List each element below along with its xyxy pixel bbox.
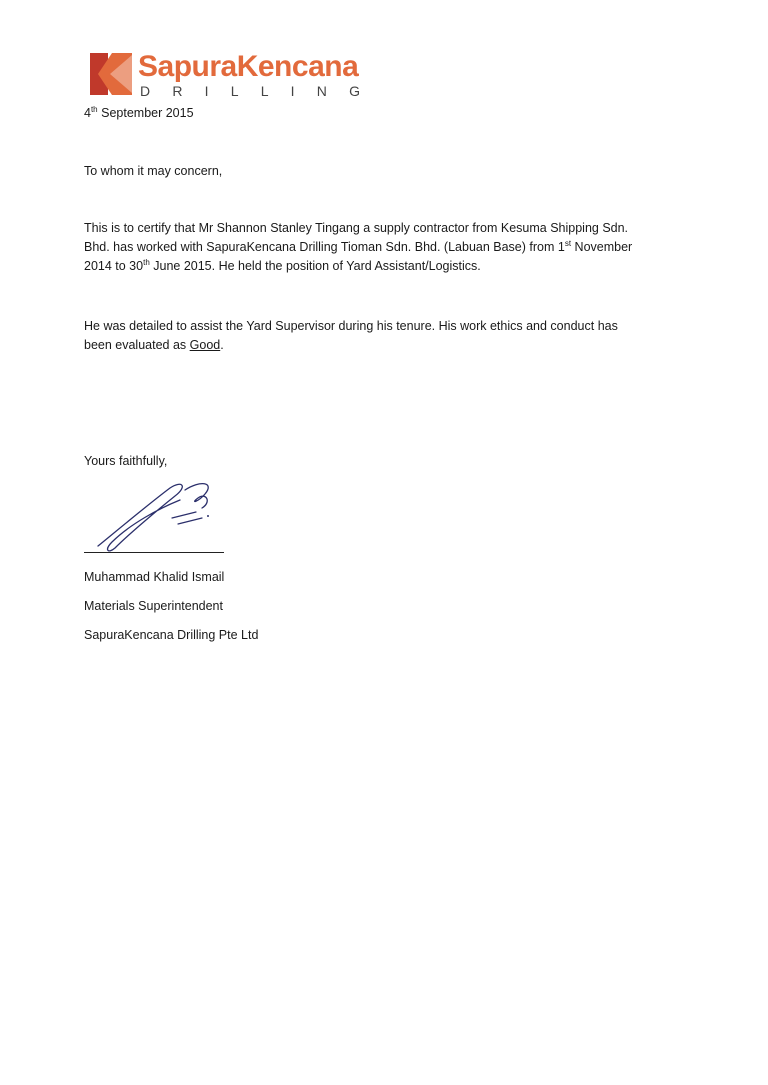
date-day-suffix: th [90,104,98,114]
date-day: 4 [84,106,91,120]
logo-division [140,83,360,99]
date-month-year: September 2015 [101,106,194,120]
evaluation-rating: Good [189,338,221,352]
closing: Yours faithfully, [84,454,168,468]
logo-letter: G [349,83,360,99]
signatory-title: Materials Superintendent [84,599,223,613]
logo-letter: D [140,83,151,99]
paragraph-line: been evaluated as Good. [84,338,224,352]
paragraph-line: This is to certify that Mr Shannon Stanley Tingang a supply contractor from Kesuma Shipping Sdn. [84,221,629,235]
paragraph-line: 2014 to 30th June 2015. He held the position of Yard Assistant/Logistics. [84,257,481,273]
logo-letter: I [290,83,295,99]
paragraph-line: He was detailed to assist the Yard Supervisor during his tenure. His work ethics and conduct has [84,319,618,333]
logo-letter: R [172,83,183,99]
logo-letter: L [260,83,269,99]
signatory-name: Muhammad Khalid Ismail [84,570,225,584]
logo-letter: I [204,83,209,99]
salutation: To whom it may concern, [84,164,223,178]
paragraph-line: Bhd. has worked with SapuraKencana Drilling Tioman Sdn. Bhd. (Labuan Base) from 1st November [84,238,633,254]
logo-company-name: SapuraKencana [138,50,359,83]
handwritten-signature [90,478,240,558]
company-logo [88,50,378,100]
letter-date [84,104,194,123]
logo-mark-icon [88,53,132,95]
certification-paragraph [84,219,632,276]
signature-line [84,552,224,553]
signatory-company: SapuraKencana Drilling Pte Ltd [84,628,259,642]
evaluation-paragraph [84,317,618,355]
logo-letter: N [316,83,327,99]
logo-letter: L [230,83,239,99]
